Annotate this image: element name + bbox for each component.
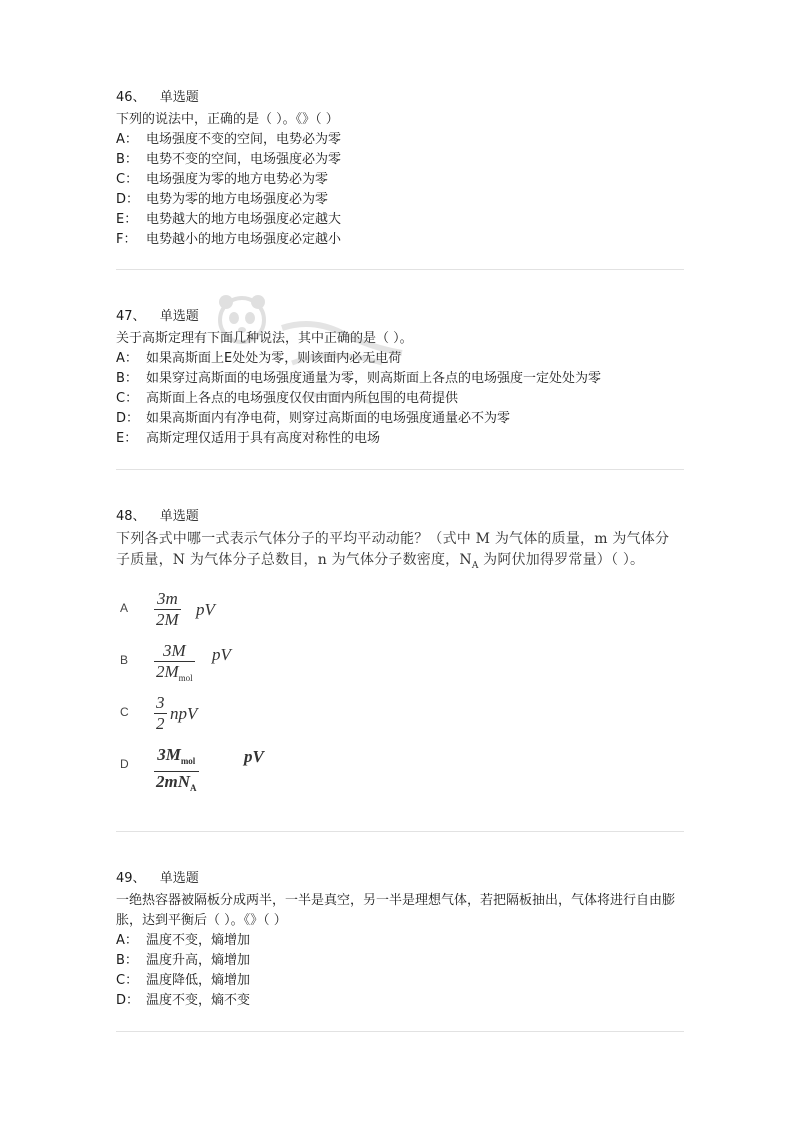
question-type: 单选题 xyxy=(159,871,199,886)
denominator xyxy=(154,772,199,798)
stem-line-2-text: 子质量，N 为气体分子总数目，n 为气体分子数密度，N xyxy=(116,552,472,568)
option-text: 如果穿过高斯面的电场强度通量为零，则高斯面上各点的电场强度一定处处为零 xyxy=(146,371,602,386)
denominator-main: 2M xyxy=(156,662,179,681)
divider xyxy=(116,1031,684,1032)
option-text: 高斯面上各点的电场强度仅仅由面内所包围的电荷提供 xyxy=(146,391,459,406)
option-label: A： xyxy=(116,351,138,366)
denominator-subscript: mol xyxy=(178,673,193,683)
option-text: 电势为零的地方电场强度必为零 xyxy=(146,192,329,207)
option-c[interactable] xyxy=(116,971,686,991)
option-label: B： xyxy=(116,953,138,968)
option-f[interactable] xyxy=(116,230,686,250)
question-type: 单选题 xyxy=(159,90,199,105)
option-c[interactable] xyxy=(116,170,686,190)
option-text: 温度升高，熵增加 xyxy=(146,953,251,968)
option-d[interactable] xyxy=(116,745,686,801)
option-a[interactable] xyxy=(116,349,686,369)
option-label: A： xyxy=(116,132,138,147)
question-number: 47、 xyxy=(116,309,146,324)
denominator-main: 2mN xyxy=(156,772,190,791)
option-text: 高斯定理仅适用于具有高度对称性的电场 xyxy=(146,431,381,446)
option-text: 电势越大的地方电场强度必定越大 xyxy=(146,212,342,227)
numerator-subscript: mol xyxy=(180,756,196,766)
question-48 xyxy=(116,507,686,801)
option-label: A： xyxy=(116,933,138,948)
stem-line-1: 下列各式中哪一式表示气体分子的平均平动动能？（式中 M 为气体的质量，m 为气体分 xyxy=(116,531,670,547)
option-d[interactable] xyxy=(116,409,686,429)
option-b[interactable] xyxy=(116,641,686,693)
option-label: D： xyxy=(116,993,140,1008)
question-47 xyxy=(116,307,686,449)
question-stem: 一绝热容器被隔板分成两半，一半是真空，另一半是理想气体，若把隔板抽出，气体将进行自由膨胀，达到平衡后（ ）。《》（ ） xyxy=(116,893,676,928)
formula-term: pV xyxy=(196,600,215,619)
numerator xyxy=(154,745,199,771)
option-label: B： xyxy=(116,371,138,386)
formula-term: npV xyxy=(170,704,198,723)
denominator-subscript: A xyxy=(190,783,197,793)
question-header xyxy=(116,88,686,108)
option-b[interactable] xyxy=(116,150,686,170)
option-text: 电势越小的地方电场强度必定越小 xyxy=(146,232,342,247)
option-text: 温度不变，熵不变 xyxy=(146,993,251,1008)
option-e[interactable] xyxy=(116,210,686,230)
option-label: F： xyxy=(116,232,137,247)
option-d[interactable] xyxy=(116,190,686,210)
question-stem xyxy=(116,529,686,577)
divider xyxy=(116,269,684,270)
option-a[interactable] xyxy=(116,589,686,641)
formula-fraction xyxy=(154,641,195,688)
numerator: 3M xyxy=(163,641,186,660)
option-label: D： xyxy=(116,192,140,207)
option-label: B： xyxy=(116,152,138,167)
question-header xyxy=(116,307,686,327)
option-b[interactable] xyxy=(116,951,686,971)
question-number: 48、 xyxy=(116,509,146,524)
option-label: C： xyxy=(116,172,139,187)
formula-fraction xyxy=(154,589,181,630)
option-label: E： xyxy=(116,431,138,446)
formula-term: pV xyxy=(244,747,264,766)
option-a[interactable] xyxy=(116,931,686,951)
option-c[interactable] xyxy=(116,389,686,409)
question-type: 单选题 xyxy=(159,309,199,324)
numerator-main: 3M xyxy=(157,745,181,764)
formula-fraction xyxy=(154,693,167,734)
question-header xyxy=(116,869,686,889)
option-label: C： xyxy=(116,973,139,988)
question-type: 单选题 xyxy=(159,509,199,524)
question-number: 46、 xyxy=(116,90,146,105)
numerator: 3m xyxy=(156,589,178,608)
option-label: C： xyxy=(116,391,139,406)
question-header xyxy=(116,507,686,527)
divider xyxy=(116,469,684,470)
option-e[interactable] xyxy=(116,429,686,449)
option-text: 电场强度为零的地方电势必为零 xyxy=(146,172,329,187)
option-text: 电势不变的空间，电场强度必为零 xyxy=(146,152,342,167)
option-d[interactable] xyxy=(116,991,686,1011)
numerator: 3 xyxy=(156,693,165,712)
divider xyxy=(116,831,684,832)
option-text: 如果高斯面上E处处为零，则该面内必无电荷 xyxy=(146,351,402,366)
stem-subscript: A xyxy=(471,561,479,571)
option-label: C xyxy=(120,705,129,719)
question-stem: 关于高斯定理有下面几种说法，其中正确的是（ ）。 xyxy=(116,331,413,346)
option-label: E： xyxy=(116,212,138,227)
formula-term: pV xyxy=(212,645,231,664)
option-text: 如果高斯面内有净电荷，则穿过高斯面的电场强度通量必不为零 xyxy=(146,411,511,426)
option-label: D： xyxy=(116,411,140,426)
question-46 xyxy=(116,88,686,250)
question-stem: 下列的说法中，正确的是（ ）。《》（ ） xyxy=(116,112,339,127)
option-c[interactable] xyxy=(116,693,686,745)
option-text: 温度不变，熵增加 xyxy=(146,933,251,948)
stem-line-2 xyxy=(116,550,686,577)
option-text: 温度降低，熵增加 xyxy=(146,973,251,988)
question-number: 49、 xyxy=(116,871,146,886)
option-text: 电场强度不变的空间，电势必为零 xyxy=(146,132,342,147)
option-label: D xyxy=(120,757,129,771)
option-a[interactable] xyxy=(116,130,686,150)
question-49 xyxy=(116,869,686,1011)
stem-line-2-end: 为阿伏加得罗常量）（ ）。 xyxy=(478,552,645,568)
option-label: B xyxy=(120,653,129,667)
formula-fraction xyxy=(154,745,199,798)
denominator: 2 xyxy=(156,714,165,733)
denominator: 2M xyxy=(156,610,179,629)
option-label: A xyxy=(120,601,129,615)
denominator xyxy=(154,662,195,688)
option-b[interactable] xyxy=(116,369,686,389)
